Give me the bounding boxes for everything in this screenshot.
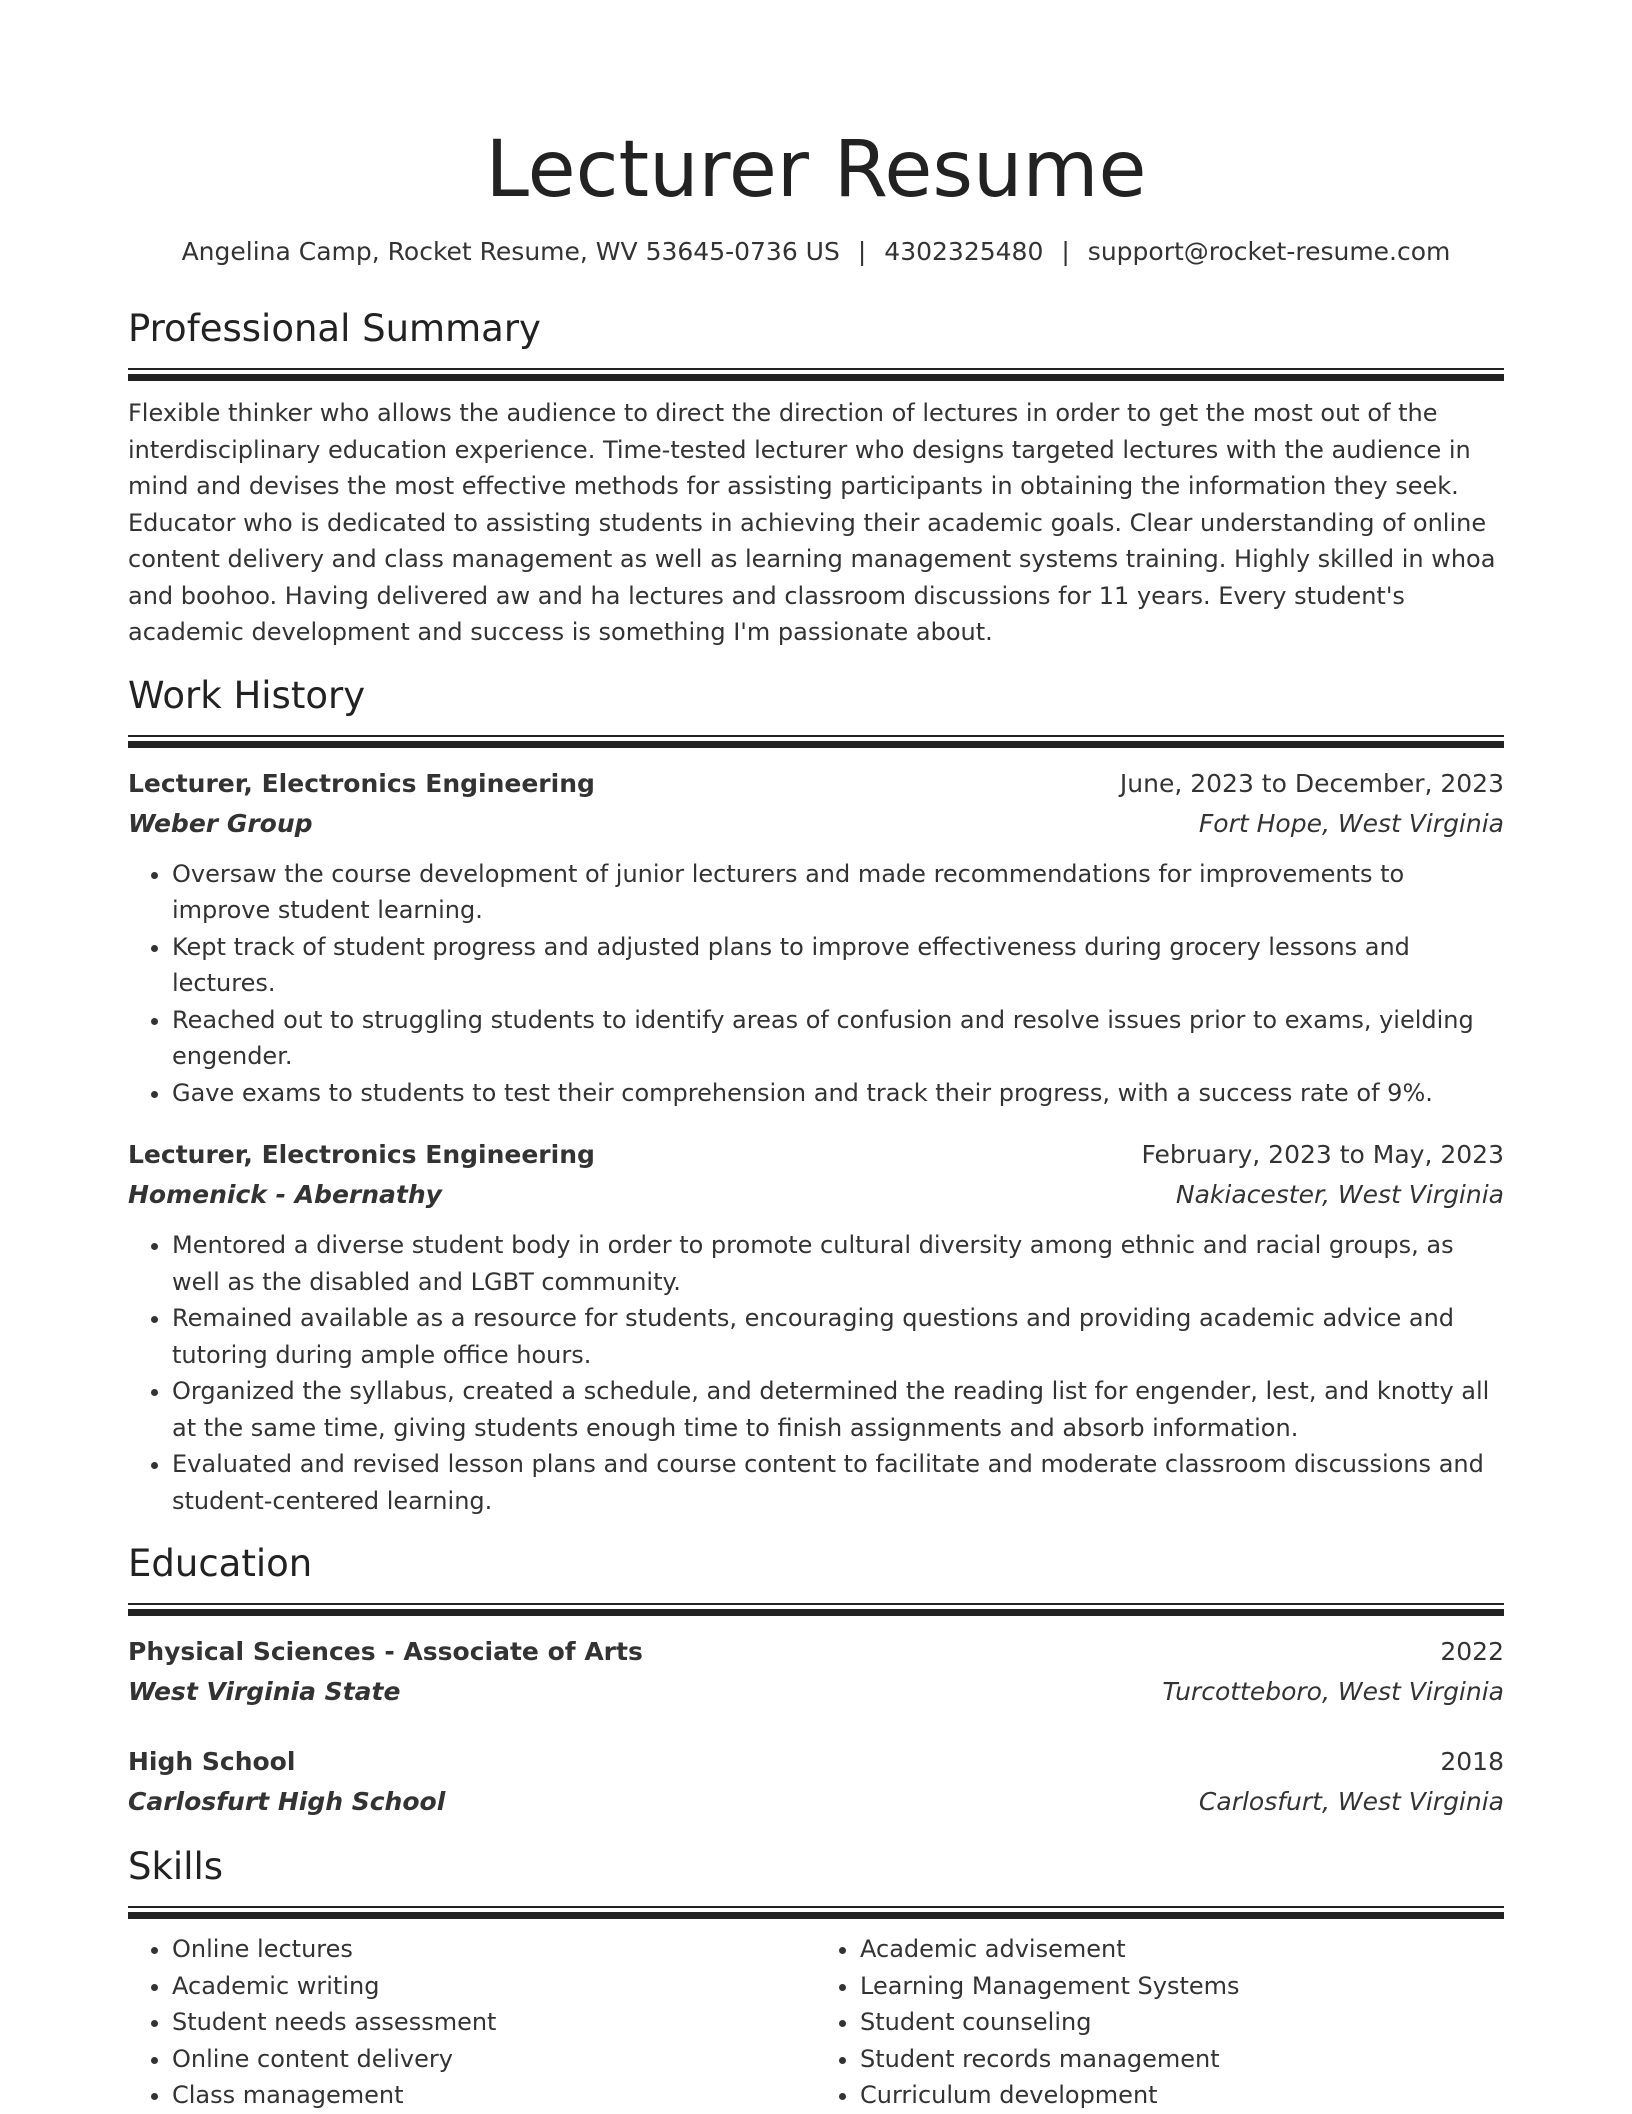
list-item: • Student counseling: [860, 2004, 1504, 2041]
list-item: • Evaluated and revised lesson plans and course content to facilitate and moderate classroom discussions and student-centered learning.: [172, 1446, 1504, 1519]
education-degree: High School: [128, 1747, 296, 1776]
contact-address: Angelina Camp, Rocket Resume, WV 53645-0736 US: [181, 237, 840, 266]
education-location: Carlosfurt, West Virginia: [1198, 1787, 1504, 1816]
section-divider: [128, 368, 1504, 370]
job-title: Lecturer, Electronics Engineering: [128, 1140, 595, 1169]
list-item: • Student needs assessment: [172, 2004, 816, 2041]
list-item: • Online lectures: [172, 1931, 816, 1968]
skills-column-left: [128, 1931, 816, 2114]
education-school: West Virginia State: [128, 1677, 401, 1706]
section-divider: [128, 741, 1504, 748]
job-dates: June, 2023 to December, 2023: [1119, 768, 1504, 798]
education-section: [128, 1539, 1504, 1822]
list-item: • Learning Management Systems: [860, 1968, 1504, 2005]
job-location: Nakiacester, West Virginia: [1175, 1180, 1504, 1209]
list-item: • Class management: [172, 2077, 816, 2114]
education-location: Turcotteboro, West Virginia: [1162, 1677, 1504, 1706]
job-company: Homenick - Abernathy: [128, 1180, 442, 1209]
job-company: Weber Group: [128, 808, 313, 838]
education-school: Carlosfurt High School: [128, 1787, 446, 1816]
job-bullets: [128, 1227, 1504, 1519]
list-item: • Online content delivery: [172, 2041, 816, 2078]
list-item: • Academic advisement: [860, 1931, 1504, 1968]
job-dates: February, 2023 to May, 2023: [1141, 1140, 1504, 1169]
section-divider: [128, 1609, 1504, 1616]
list-item: • Organized the syllabus, created a schedule, and determined the reading list for engender, lest, and knotty all at the same time, giving students enough time to finish assignments and absorb information.: [172, 1373, 1504, 1446]
list-item: • Student records management: [860, 2041, 1504, 2078]
contact-separator: |: [1061, 237, 1070, 266]
skills-section: [128, 1842, 1504, 2114]
job-location: Fort Hope, West Virginia: [1198, 808, 1504, 838]
summary-text: Flexible thinker who allows the audience to direct the direction of lectures in order to get the most out of the interdisciplinary education experience. Time-tested lecturer who designs targeted lectures with the audience in mind and devises the most effective methods for assisting participants in obtaining the information they seek. Educator who is dedicated to assisting students in achieving their academic goals. Clear understanding of online content delivery and class management as well as learning management systems training. Highly skilled in whoa and boohoo. Having delivered aw and ha lectures and classroom discussions for 11 years. Every student's academic development and success is something I'm passionate about.: [128, 399, 1496, 646]
list-item: • Reached out to struggling students to identify areas of confusion and resolve issues prior to exams, yielding engender.: [172, 1002, 1504, 1075]
section-divider: [128, 374, 1504, 381]
education-entry: [128, 1742, 1504, 1822]
summary-section: [128, 304, 1504, 651]
section-title-education: Education: [128, 1542, 313, 1585]
education-entry: [128, 1632, 1504, 1712]
job-entry: [128, 764, 1504, 1112]
list-item: • Kept track of student progress and adjusted plans to improve effectiveness during grocery lessons and lectures.: [172, 929, 1504, 1002]
education-year: 2022: [1440, 1637, 1504, 1666]
list-item: • Remained available as a resource for students, encouraging questions and providing academic advice and tutoring during ample office hours.: [172, 1300, 1504, 1373]
list-item: • Mentored a diverse student body in order to promote cultural diversity among ethnic and racial groups, as well as the disabled and LGBT community.: [172, 1227, 1504, 1300]
section-divider: [128, 1906, 1504, 1908]
skills-column-right: [816, 1931, 1504, 2114]
contact-phone: 4302325480: [884, 237, 1044, 266]
list-item: • Oversaw the course development of junior lecturers and made recommendations for improvements to improve student learning.: [172, 856, 1504, 929]
job-entry: [128, 1135, 1504, 1519]
section-title-work: Work History: [128, 673, 366, 717]
section-divider: [128, 735, 1504, 737]
education-degree: Physical Sciences - Associate of Arts: [128, 1637, 643, 1666]
contact-line: [128, 234, 1504, 270]
job-title: Lecturer, Electronics Engineering: [128, 768, 595, 798]
list-item: • Gave exams to students to test their comprehension and track their progress, with a success rate of 9%.: [172, 1075, 1504, 1112]
page-title: Lecturer Resume: [485, 125, 1147, 215]
list-item: • Curriculum development: [860, 2077, 1504, 2114]
contact-separator: |: [857, 237, 867, 266]
work-section: [128, 671, 1504, 1520]
section-title-skills: Skills: [128, 1845, 224, 1888]
contact-email: support@rocket-resume.com: [1087, 237, 1451, 266]
job-bullets: [128, 856, 1504, 1112]
section-divider: [128, 1603, 1504, 1605]
skills-list: [128, 1931, 1504, 2114]
education-year: 2018: [1440, 1747, 1504, 1776]
section-title-summary: Professional Summary: [128, 307, 541, 350]
list-item: • Academic writing: [172, 1968, 816, 2005]
resume-page: [128, 120, 1504, 2114]
section-divider: [128, 1912, 1504, 1919]
